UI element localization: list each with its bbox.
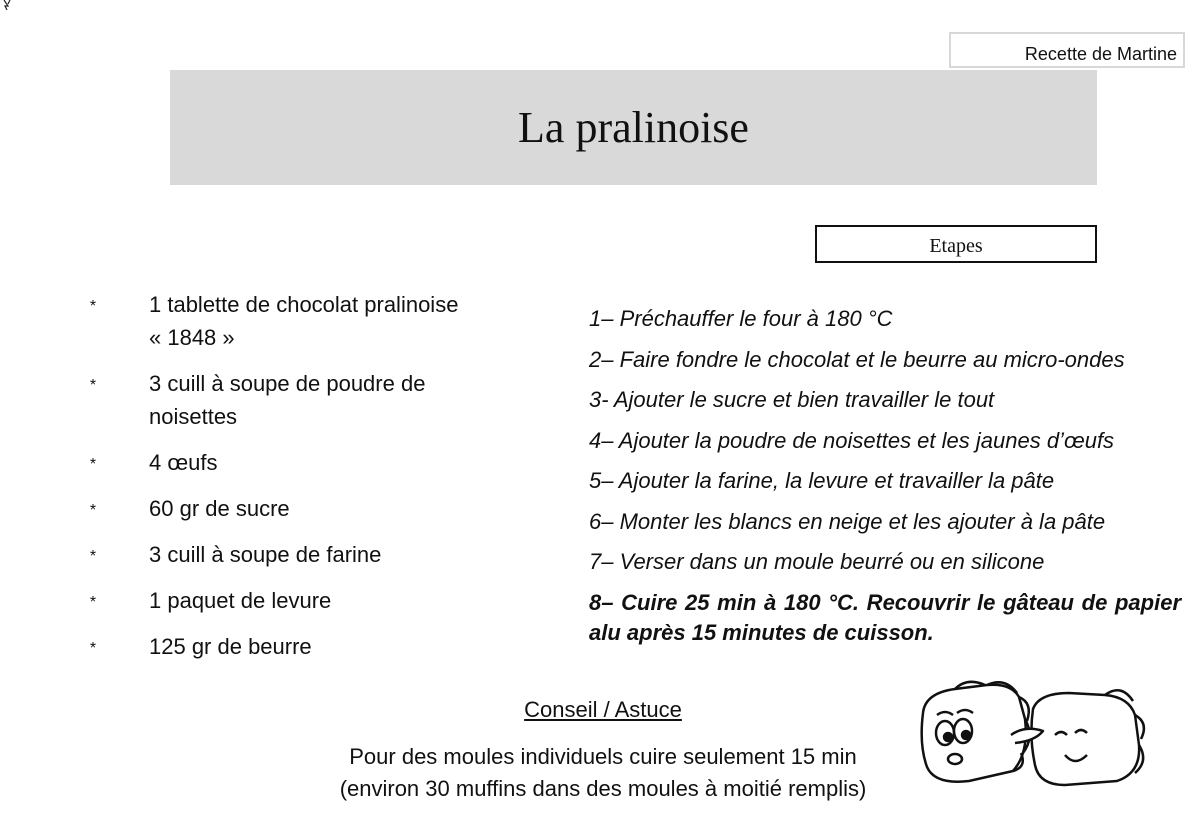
bullet-icon: *: [89, 548, 97, 565]
ingredient-text: 3 cuill à soupe de poudre de: [149, 371, 426, 396]
two-cartoon-cakes-icon: [915, 675, 1150, 795]
recipe-author-label: Recette de Martine: [949, 32, 1185, 68]
bullet-icon: *: [89, 594, 97, 611]
step-item: 5– Ajouter la farine, la levure et travailler la pâte: [589, 468, 1055, 493]
ingredient-item: [85, 630, 515, 663]
steps-heading: Etapes: [815, 225, 1097, 263]
step-item-final: 8– Cuire 25 min à 180 °C. Recouvrir le gâteau de papier alu après 15 minutes de cuisson.: [589, 589, 1181, 645]
ingredient-item: [85, 584, 515, 617]
ingredient-item: [85, 367, 515, 433]
step-item: 7– Verser dans un moule beurré ou en silicone: [589, 549, 1045, 574]
tip-text: (environ 30 muffins dans des moules à moitié remplis): [339, 776, 867, 801]
bullet-icon: *: [89, 502, 97, 519]
ingredient-text: 1 paquet de levure: [149, 588, 332, 613]
tip-text: Pour des moules individuels cuire seulement 15 min: [349, 744, 857, 769]
ingredient-item: [85, 492, 515, 525]
step-item: 2– Faire fondre le chocolat et le beurre au micro-ondes: [589, 346, 1125, 372]
title-banner: [170, 70, 1097, 185]
step-item: 4– Ajouter la poudre de noisettes et les jaunes d’œufs: [589, 427, 1115, 453]
ingredient-text-continued: noisettes: [149, 404, 238, 429]
step-list: [589, 304, 1181, 658]
step-item: 1– Préchauffer le four à 180 °C: [589, 306, 893, 331]
ingredient-list: [85, 288, 515, 676]
cursor-icon: [2, 0, 16, 10]
ingredient-text: 125 gr de beurre: [149, 634, 312, 659]
tip-heading: Conseil / Astuce: [524, 697, 682, 722]
bullet-icon: *: [89, 377, 97, 394]
bullet-icon: *: [89, 456, 97, 473]
ingredient-item: [85, 538, 515, 571]
step-item: 3- Ajouter le sucre et bien travailler le tout: [589, 387, 995, 412]
step-item: 6– Monter les blancs en neige et les ajouter à la pâte: [589, 508, 1106, 534]
ingredient-item: [85, 288, 515, 354]
bullet-icon: *: [89, 640, 97, 657]
bullet-icon: *: [89, 298, 97, 315]
ingredient-item: [85, 446, 515, 479]
ingredient-text: 60 gr de sucre: [149, 496, 290, 521]
ingredient-text-continued: « 1848 »: [149, 325, 235, 350]
ingredient-text: 1 tablette de chocolat pralinoise: [149, 292, 459, 317]
recipe-title: La pralinoise: [518, 103, 749, 152]
ingredient-text: 3 cuill à soupe de farine: [149, 542, 382, 567]
ingredient-text: 4 œufs: [149, 450, 218, 475]
